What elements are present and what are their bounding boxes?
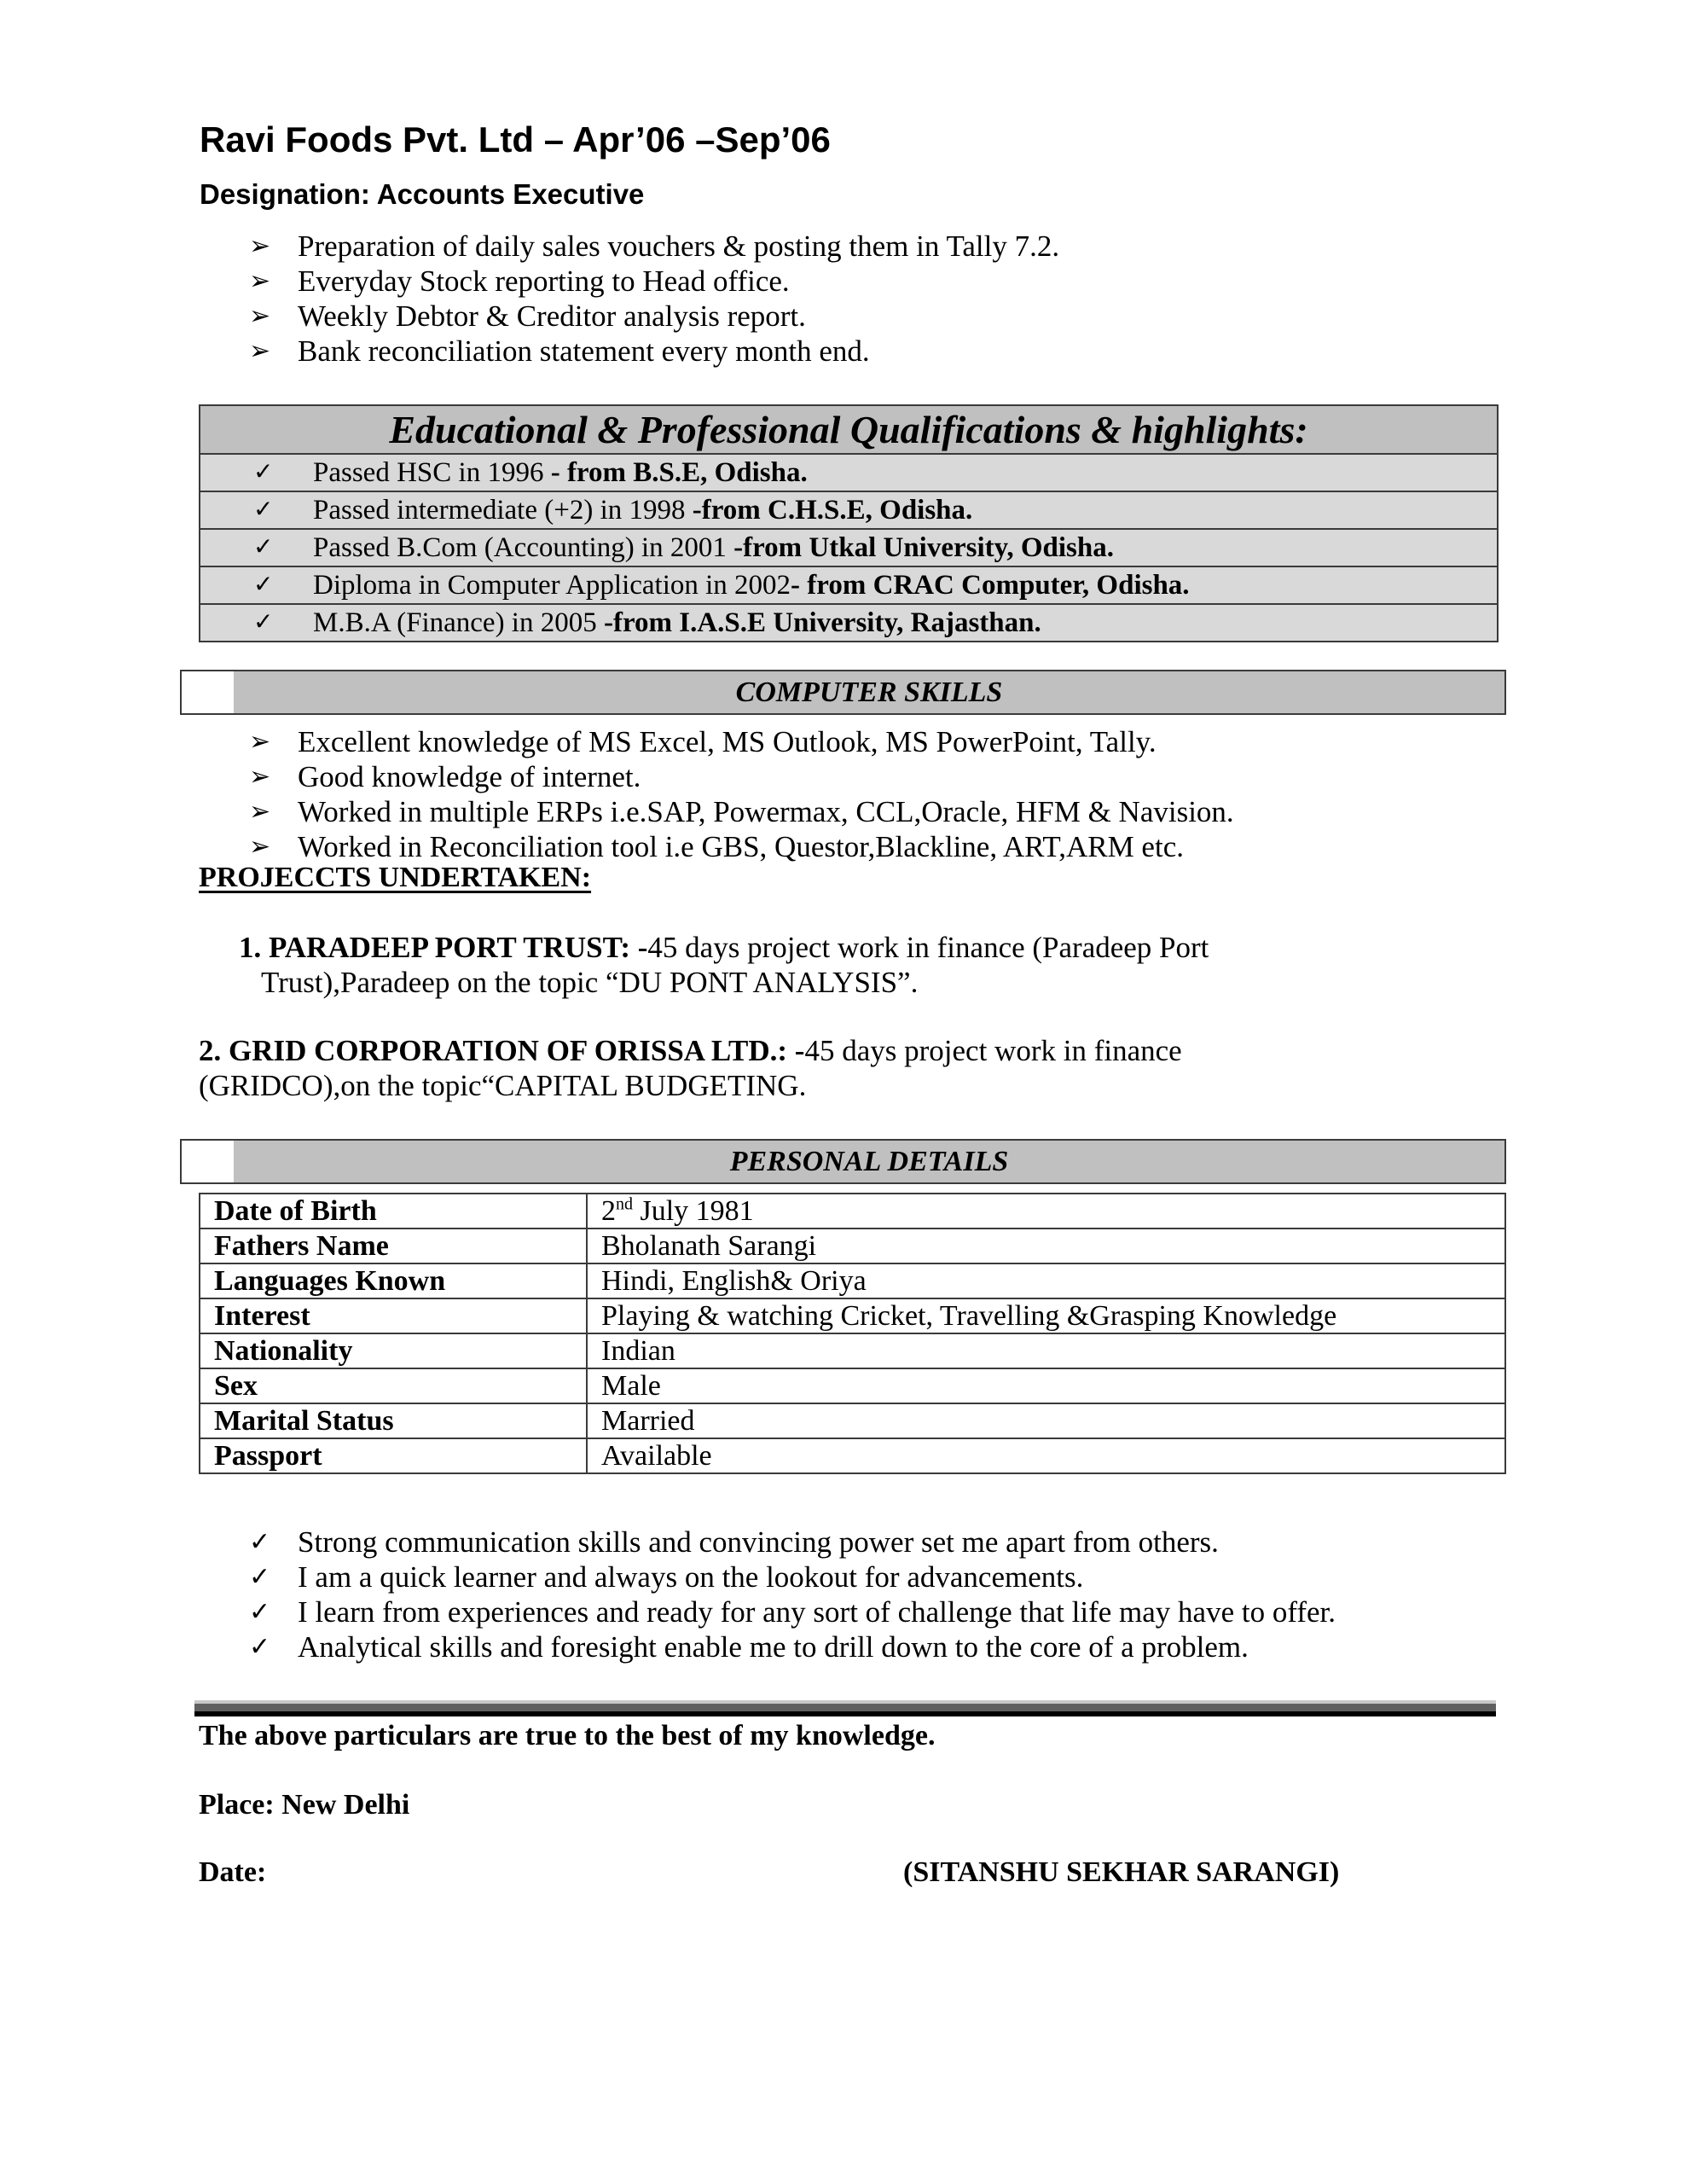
table-row bbox=[200, 1438, 1505, 1473]
table-row bbox=[200, 1194, 1505, 1228]
field-label: Sex bbox=[200, 1368, 587, 1403]
arrow-bullet-icon: ➢ bbox=[249, 267, 271, 295]
arrow-bullet-icon: ➢ bbox=[249, 833, 271, 861]
qualification-text: Passed HSC in 1996 bbox=[313, 457, 551, 488]
arrow-bullet-icon: ➢ bbox=[249, 232, 271, 260]
personal-details-header bbox=[180, 1139, 1506, 1184]
personal-details-heading: PERSONAL DETAILS bbox=[234, 1141, 1504, 1182]
field-value: Male bbox=[587, 1368, 1505, 1403]
computer-skills-header bbox=[180, 670, 1506, 715]
field-label: Date of Birth bbox=[200, 1194, 587, 1228]
checkmark-icon: ✓ bbox=[249, 1598, 271, 1626]
table-row bbox=[200, 530, 1497, 567]
field-value: Indian bbox=[587, 1333, 1505, 1368]
project-item bbox=[199, 1033, 1182, 1068]
projects-heading: PROJECCTS UNDERTAKEN: bbox=[199, 862, 592, 893]
qualifications-table bbox=[199, 404, 1499, 642]
project-item bbox=[239, 930, 1209, 965]
signature-name: (SITANSHU SEKHAR SARANGI) bbox=[903, 1856, 1340, 1888]
personal-details-table bbox=[199, 1193, 1506, 1474]
field-value: Married bbox=[587, 1403, 1505, 1438]
section-divider bbox=[194, 1700, 1496, 1716]
arrow-bullet-icon: ➢ bbox=[249, 337, 271, 365]
field-label: Fathers Name bbox=[200, 1228, 587, 1263]
project-title: 2. GRID CORPORATION OF ORISSA LTD.: - bbox=[199, 1034, 805, 1067]
project-title: 1. PARADEEP PORT TRUST: - bbox=[239, 931, 648, 964]
checkmark-icon: ✓ bbox=[249, 1528, 271, 1556]
date-label: Date: bbox=[199, 1856, 267, 1888]
company-heading bbox=[200, 119, 831, 160]
field-label: Marital Status bbox=[200, 1403, 587, 1438]
qualification-text: M.B.A (Finance) in 2005 bbox=[313, 607, 604, 638]
place: Place: New Delhi bbox=[199, 1789, 410, 1821]
field-value: Hindi, English& Oriya bbox=[587, 1263, 1505, 1298]
table-row bbox=[200, 1228, 1505, 1263]
table-row bbox=[200, 1298, 1505, 1333]
checkmark-icon: ✓ bbox=[253, 609, 274, 636]
table-row bbox=[200, 567, 1497, 605]
table-row bbox=[200, 1333, 1505, 1368]
company-name: Ravi Foods Pvt. Ltd bbox=[200, 119, 535, 160]
qualification-text: Diploma in Computer Application in 2002 bbox=[313, 570, 791, 601]
project-description: 45 days project work in finance bbox=[804, 1034, 1182, 1067]
arrow-bullet-icon: ➢ bbox=[249, 728, 271, 756]
checkmark-icon: ✓ bbox=[253, 497, 274, 523]
table-row bbox=[200, 492, 1497, 530]
arrow-bullet-icon: ➢ bbox=[249, 302, 271, 330]
checkmark-icon: ✓ bbox=[253, 459, 274, 485]
declaration-statement: The above particulars are true to the best of my knowledge. bbox=[199, 1720, 936, 1751]
checkmark-icon: ✓ bbox=[249, 1633, 271, 1661]
qualification-institution: -from I.A.S.E University, Rajasthan. bbox=[603, 607, 1041, 638]
arrow-bullet-icon: ➢ bbox=[249, 798, 271, 826]
qualifications-heading: Educational & Professional Qualifications & highlights: bbox=[200, 406, 1497, 455]
field-value: Playing & watching Cricket, Travelling &Grasping Knowledge bbox=[587, 1298, 1505, 1333]
field-label: Nationality bbox=[200, 1333, 587, 1368]
computer-skills-heading: COMPUTER SKILLS bbox=[234, 671, 1504, 713]
qualification-text: Passed intermediate (+2) in 1998 bbox=[313, 495, 693, 526]
project-description: 45 days project work in finance (Paradeep Port bbox=[647, 931, 1209, 964]
designation: Designation: Accounts Executive bbox=[200, 178, 645, 210]
field-value: 2nd July 1981 bbox=[587, 1194, 1505, 1228]
qualification-institution: - from B.S.E, Odisha. bbox=[550, 457, 808, 488]
field-label: Interest bbox=[200, 1298, 587, 1333]
table-row bbox=[200, 1263, 1505, 1298]
qualification-institution: -from C.H.S.E, Odisha. bbox=[692, 495, 973, 526]
qualification-institution: - from CRAC Computer, Odisha. bbox=[791, 570, 1190, 601]
field-value: Available bbox=[587, 1438, 1505, 1473]
project-description-cont: Trust),Paradeep on the topic “DU PONT ANALYSIS”. bbox=[261, 966, 919, 999]
table-row bbox=[200, 455, 1497, 492]
checkmark-icon: ✓ bbox=[253, 534, 274, 561]
qualification-institution: -from Utkal University, Odisha. bbox=[733, 532, 1114, 563]
qualification-text: Passed B.Com (Accounting) in 2001 bbox=[313, 532, 734, 563]
field-value: Bholanath Sarangi bbox=[587, 1228, 1505, 1263]
table-row bbox=[200, 605, 1497, 641]
field-label: Passport bbox=[200, 1438, 587, 1473]
checkmark-icon: ✓ bbox=[249, 1563, 271, 1591]
employment-period: – Apr’06 –Sep’06 bbox=[534, 119, 831, 160]
project-description-cont: (GRIDCO),on the topic“CAPITAL BUDGETING. bbox=[199, 1069, 807, 1102]
checkmark-icon: ✓ bbox=[253, 572, 274, 598]
table-row bbox=[200, 1368, 1505, 1403]
arrow-bullet-icon: ➢ bbox=[249, 763, 271, 791]
field-label: Languages Known bbox=[200, 1263, 587, 1298]
table-row bbox=[200, 1403, 1505, 1438]
